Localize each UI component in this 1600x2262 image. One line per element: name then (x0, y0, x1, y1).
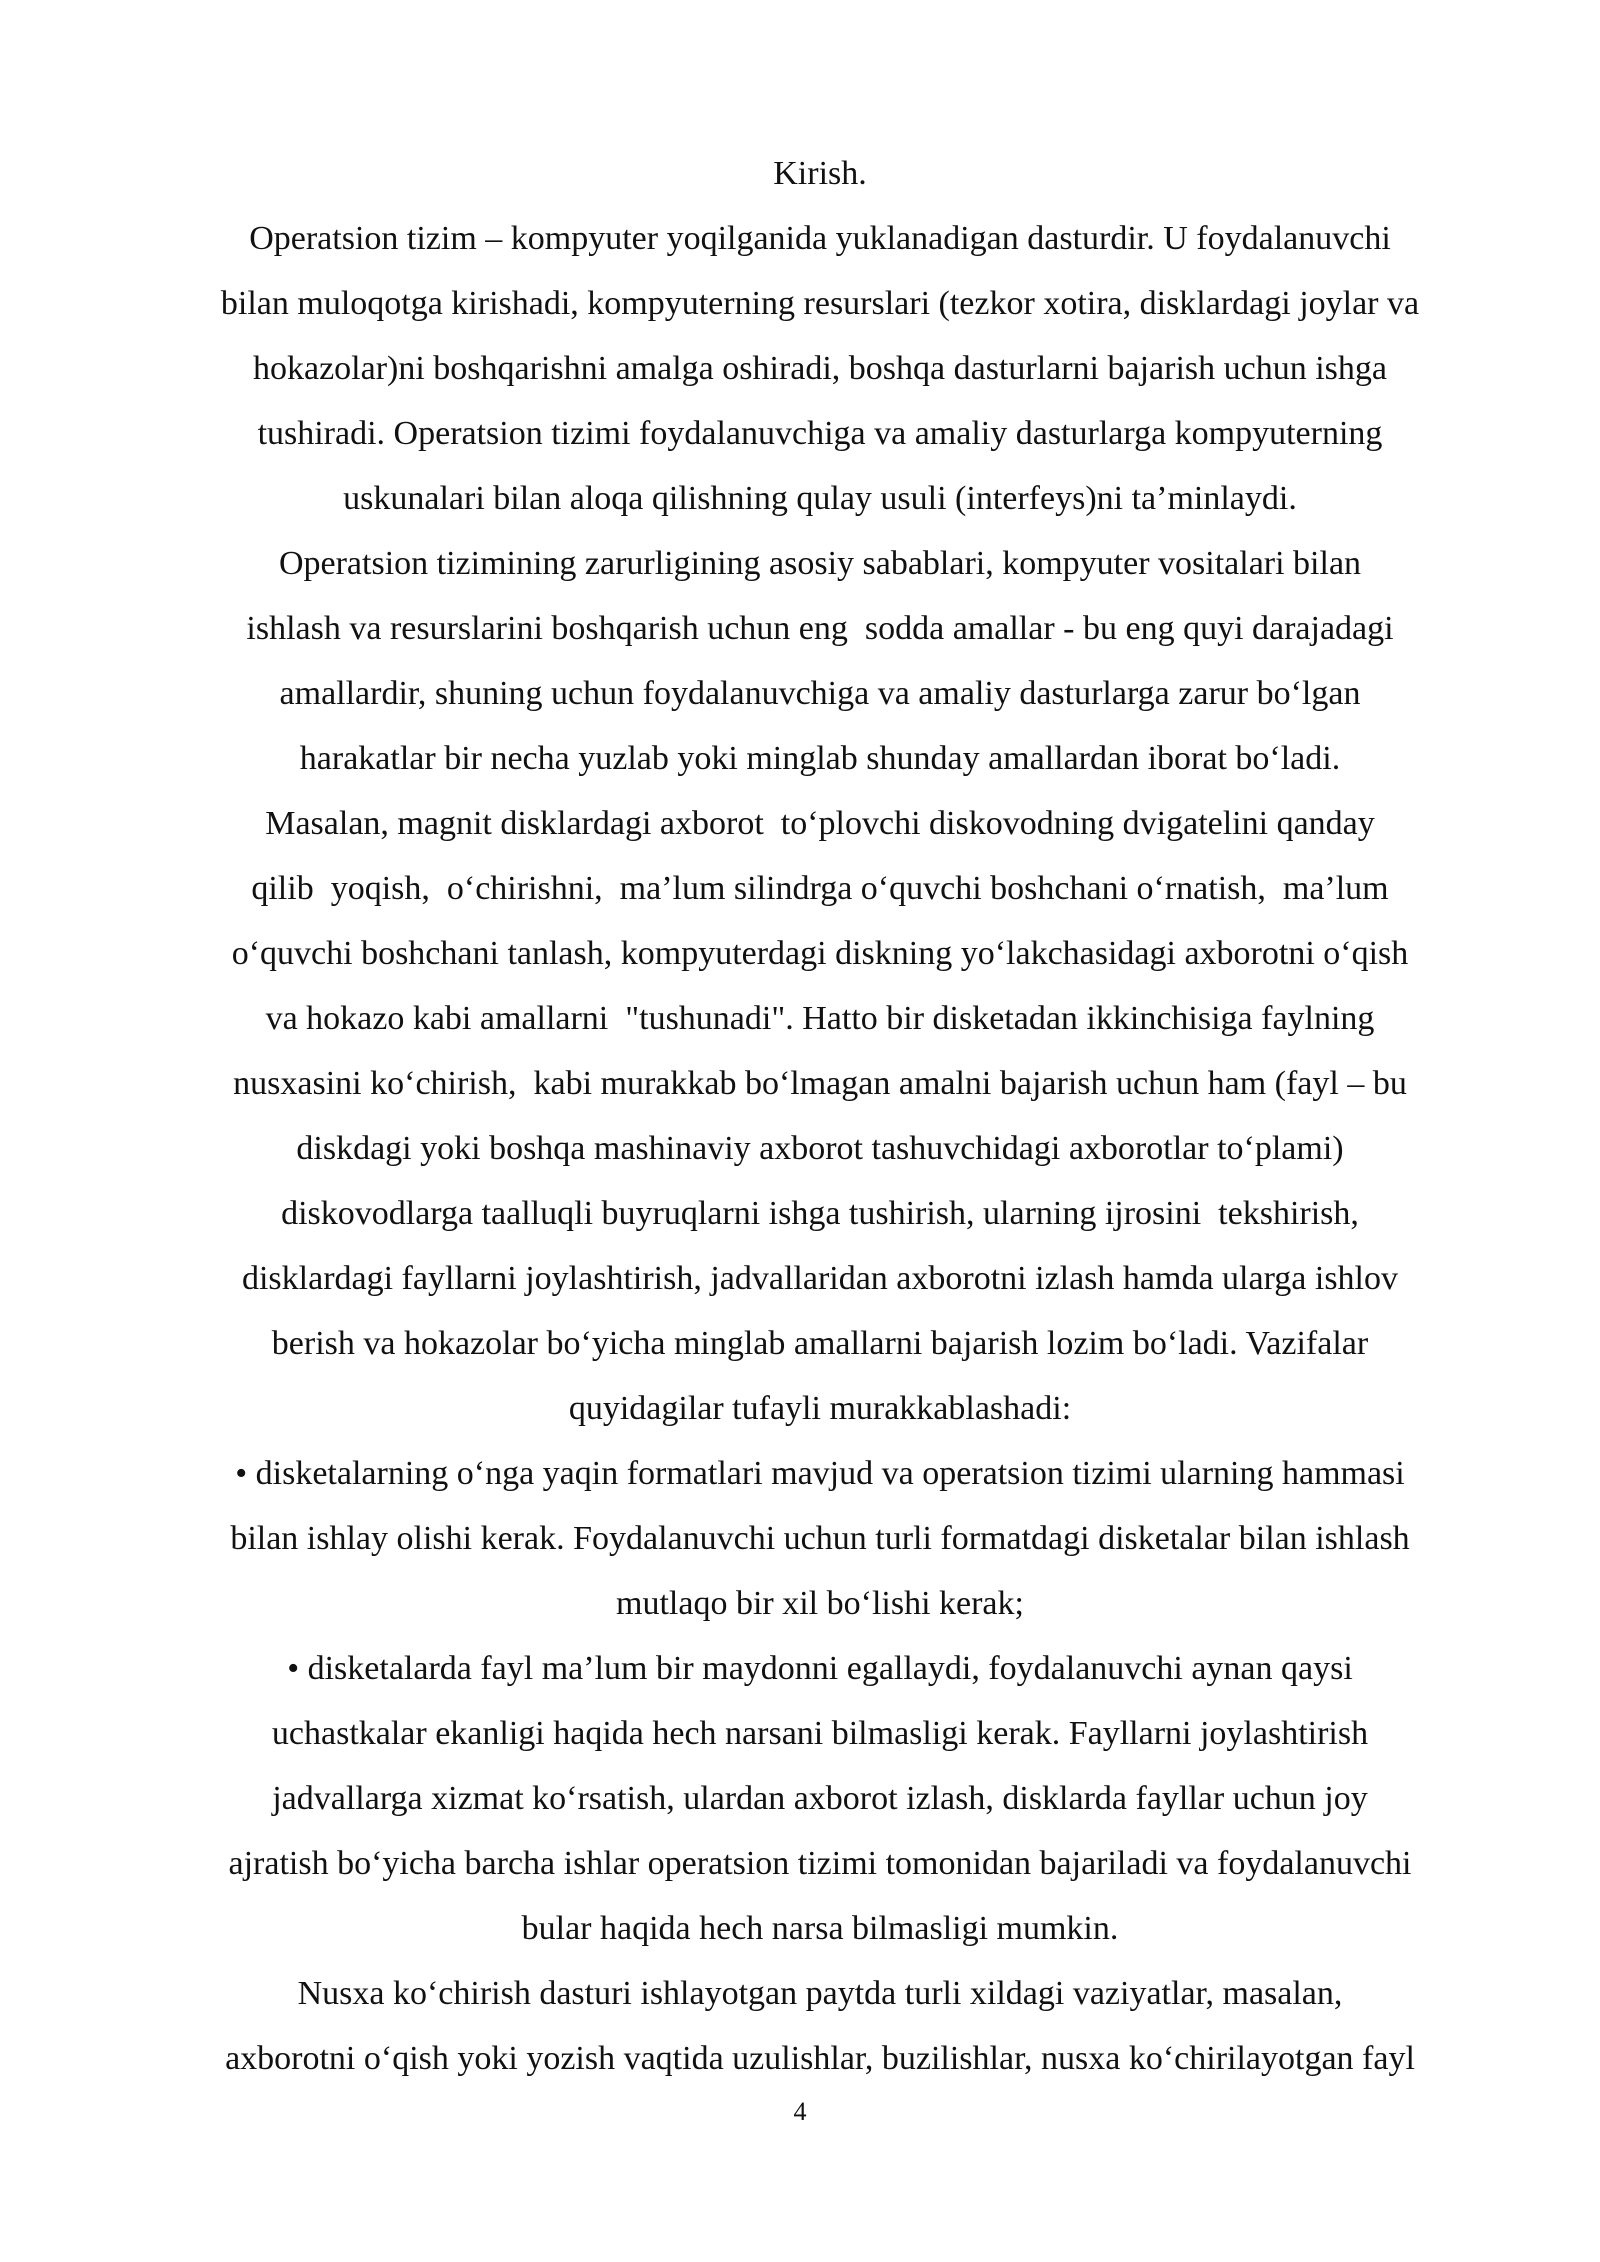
text-line: harakatlar bir necha yuzlab yoki minglab shunday amallardan iborat bo‘ladi. (299, 740, 1341, 777)
text-line: hokazolar)ni boshqarishni amalga oshiradi, boshqa dasturlarni bajarish uchun ishga (253, 350, 1387, 387)
text-line: jadvallarga xizmat ko‘rsatish, ulardan axborot izlash, disklarda fayllar uchun joy (272, 1780, 1368, 1817)
text-line: diskdagi yoki boshqa mashinaviy axborot tashuvchidagi axborotlar to‘plami) (296, 1130, 1344, 1167)
bullet-line: • disketalarning o‘nga yaqin formatlari mavjud va operatsion tizimi ularning hammasi (235, 1455, 1405, 1492)
text-line: disklardagi fayllarni joylashtirish, jadvallaridan axborotni izlash hamda ularga ishlov (241, 1260, 1399, 1297)
text-line: Nusxa ko‘chirish dasturi ishlayotgan paytda turli xildagi vaziyatlar, masalan, (297, 1975, 1343, 2012)
text-line: amallardir, shuning uchun foydalanuvchiga va amaliy dasturlarga zarur bo‘lgan (279, 675, 1361, 712)
text-line: ishlash va resurslarini boshqarish uchun eng sodda amallar - bu eng quyi darajadagi (246, 610, 1394, 647)
text-line: uskunalari bilan aloqa qilishning qulay usuli (interfeys)ni ta’minlaydi. (343, 480, 1297, 517)
text-line: tushiradi. Operatsion tizimi foydalanuvchiga va amaliy dasturlarga kompyuterning (257, 415, 1383, 452)
text-line: Operatsion tizimining zarurligining asosiy sabablari, kompyuter vositalari bilan (278, 545, 1362, 582)
text-line: quyidagilar tufayli murakkablashadi: (568, 1390, 1072, 1427)
text-line: nusxasini ko‘chirish, kabi murakkab bo‘lmagan amalni bajarish uchun ham (fayl – bu (233, 1065, 1407, 1102)
section-heading: Kirish. (773, 155, 867, 192)
text-line: Operatsion tizim – kompyuter yoqilganida yuklanadigan dasturdir. U foydalanuvchi (249, 220, 1391, 257)
text-line: o‘quvchi boshchani tanlash, kompyuterdagi diskning yo‘lakchasidagi axborotni o‘qish (231, 935, 1409, 972)
text-line: va hokazo kabi amallarni "tushunadi". Hatto bir disketadan ikkinchisiga faylning (265, 1000, 1375, 1037)
text-line: Masalan, magnit disklardagi axborot to‘plovchi diskovodning dvigatelini qanday (265, 805, 1375, 842)
text-line: berish va hokazolar bo‘yicha minglab amallarni bajarish lozim bo‘ladi. Vazifalar (271, 1325, 1369, 1362)
page-number: 4 (793, 2097, 807, 2126)
text-line: bilan muloqotga kirishadi, kompyuterning resurslari (tezkor xotira, disklardagi joylar va (220, 285, 1420, 322)
text-line: bular haqida hech narsa bilmasligi mumkin. (521, 1910, 1119, 1947)
text-line: mutlaqo bir xil bo‘lishi kerak; (616, 1585, 1024, 1622)
text-line: uchastkalar ekanligi haqida hech narsani bilmasligi kerak. Fayllarni joylashtirish (271, 1715, 1369, 1752)
bullet-line: • disketalarda fayl ma’lum bir maydonni egallaydi, foydalanuvchi aynan qaysi (287, 1650, 1353, 1687)
text-line: axborotni o‘qish yoki yozish vaqtida uzulishlar, buzilishlar, nusxa ko‘chirilayotgan fayl (225, 2040, 1415, 2077)
text-line: qilib yoqish, o‘chirishni, ma’lum silindrga o‘quvchi boshchani o‘rnatish, ma’lum (251, 870, 1389, 907)
text-line: diskovodlarga taalluqli buyruqlarni ishga tushirish, ularning ijrosini tekshirish, (281, 1195, 1359, 1232)
text-line: ajratish bo‘yicha barcha ishlar operatsion tizimi tomonidan bajariladi va foydalanuvchi (228, 1845, 1412, 1882)
text-line: bilan ishlay olishi kerak. Foydalanuvchi uchun turli formatdagi disketalar bilan ishlash (230, 1520, 1410, 1557)
